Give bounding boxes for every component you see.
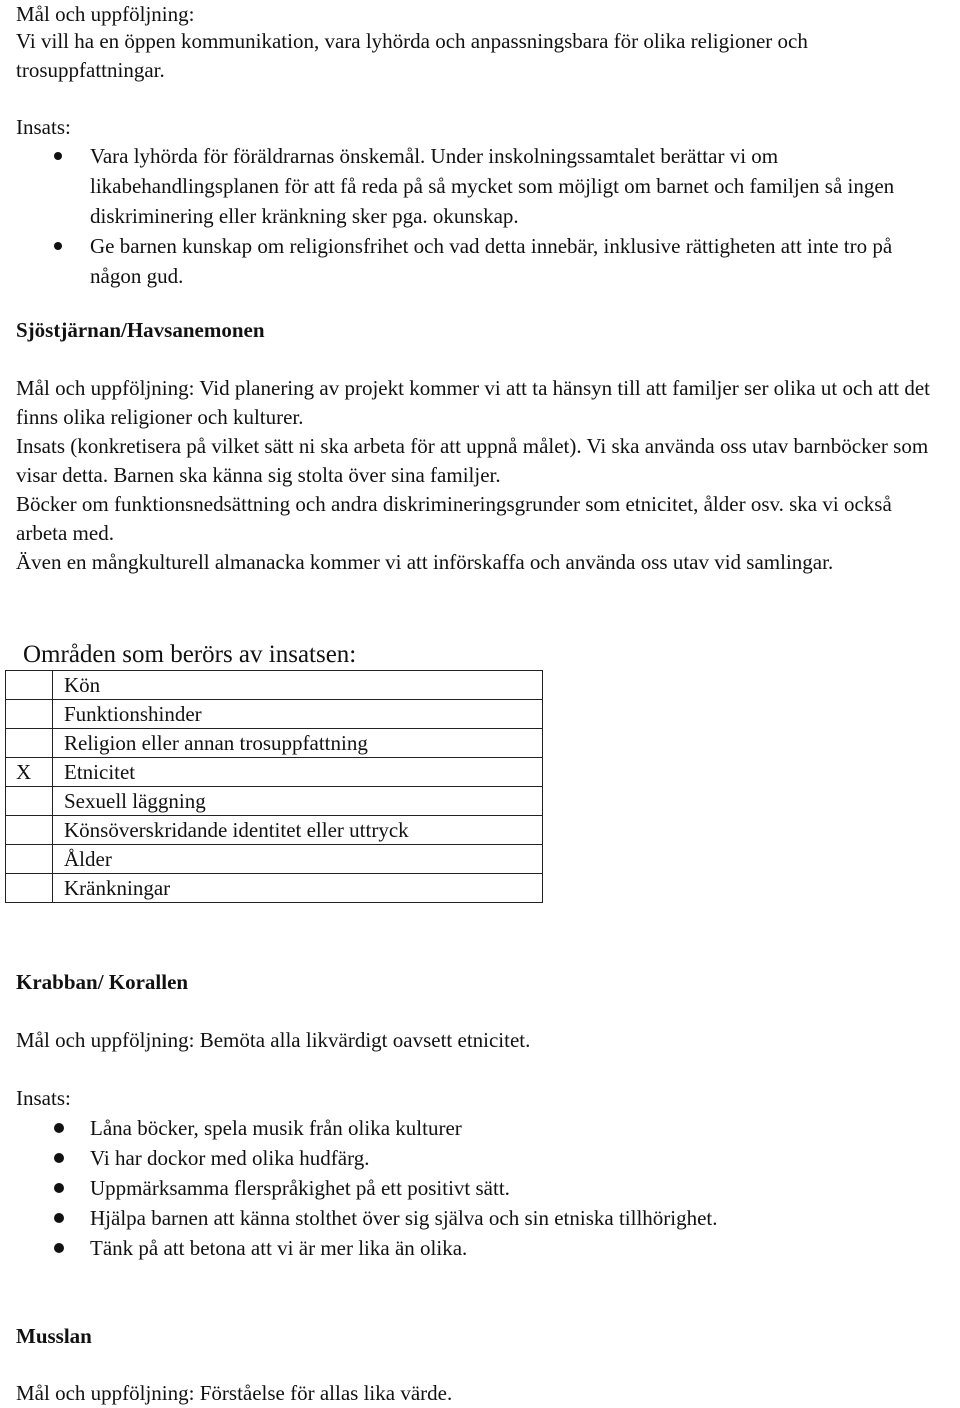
- section-heading-musslan: Musslan: [16, 1324, 92, 1348]
- table-row: [6, 845, 543, 874]
- insats-list: [16, 141, 946, 291]
- goal-text: Vi vill ha en öppen kommunikation, vara lyhörda och anpassningsbara för olika religioner och trosuppfattningar.: [16, 29, 808, 82]
- list-item: Uppmärksamma flerspråkighet på ett positivt sätt.: [16, 1173, 946, 1203]
- section3-insats-label: Insats:: [16, 1086, 71, 1110]
- area-label-cell: Funktionshinder: [53, 700, 543, 729]
- goal-label: Mål och uppföljning:: [16, 2, 195, 26]
- bullet-icon: [54, 1153, 64, 1163]
- paragraph: Mål och uppföljning: Vid planering av projekt kommer vi att ta hänsyn till att familjer ser olika ut och att det finns olika religioner och kulturer.: [16, 376, 930, 429]
- section-heading-sjostjarnan: Sjöstjärnan/Havsanemonen: [16, 318, 265, 342]
- bullet-icon: [54, 242, 62, 250]
- area-label-cell: Etnicitet: [53, 758, 543, 787]
- section4-goal: Mål och uppföljning: Förståelse för allas lika värde.: [16, 1381, 453, 1405]
- table-row: [6, 700, 543, 729]
- list-item: Hjälpa barnen att känna stolthet över sig själva och sin etniska tillhörighet.: [16, 1203, 946, 1233]
- area-mark-cell: [6, 787, 53, 816]
- list-item: Ge barnen kunskap om religionsfrihet och vad detta innebär, inklusive rättigheten att inte tro på någon gud.: [16, 231, 946, 291]
- bullet-icon: [54, 1213, 64, 1223]
- areas-title: Områden som berörs av insatsen:: [23, 641, 357, 668]
- bullet-icon: [54, 1243, 64, 1253]
- table-row: [6, 729, 543, 758]
- table-row: [6, 787, 543, 816]
- paragraph: Insats (konkretisera på vilket sätt ni ska arbeta för att uppnå målet). Vi ska använda oss utav barnböcker som visar detta. Barnen ska känna sig stolta över sina familjer.: [16, 434, 929, 487]
- bullet-icon: [54, 1123, 64, 1133]
- section2-body: [16, 374, 946, 577]
- section3-goal: Mål och uppföljning: Bemöta alla likvärdigt oavsett etnicitet.: [16, 1028, 531, 1052]
- list-item: Vi har dockor med olika hudfärg.: [16, 1143, 946, 1173]
- area-mark-cell: [6, 671, 53, 700]
- table-row: [6, 671, 543, 700]
- area-label-cell: Ålder: [53, 845, 543, 874]
- area-mark-cell: [6, 845, 53, 874]
- area-label-cell: Religion eller annan trosuppfattning: [53, 729, 543, 758]
- area-label-cell: Kränkningar: [53, 874, 543, 903]
- section3-insats-list: [16, 1113, 946, 1263]
- area-mark-cell: [6, 700, 53, 729]
- paragraph: Även en mångkulturell almanacka kommer vi att införskaffa och använda oss utav vid samlingar.: [16, 550, 834, 574]
- list-item: Tänk på att betona att vi är mer lika än olika.: [16, 1233, 946, 1263]
- table-row: [6, 816, 543, 845]
- section-heading-krabban: Krabban/ Korallen: [16, 970, 189, 994]
- paragraph: Böcker om funktionsnedsättning och andra diskrimineringsgrunder som etnicitet, ålder osv. ska vi också arbeta med.: [16, 492, 892, 545]
- insats-label: Insats:: [16, 115, 71, 139]
- area-mark-cell: [6, 874, 53, 903]
- list-item: Låna böcker, spela musik från olika kulturer: [16, 1113, 946, 1143]
- area-label-cell: Kön: [53, 671, 543, 700]
- bullet-icon: [54, 152, 62, 160]
- area-label-cell: Sexuell läggning: [53, 787, 543, 816]
- table-row: [6, 758, 543, 787]
- area-mark-cell: [6, 816, 53, 845]
- bullet-icon: [54, 1183, 64, 1193]
- area-mark-cell: X: [6, 758, 53, 787]
- area-label-cell: Könsöverskridande identitet eller uttryck: [53, 816, 543, 845]
- areas-table: [5, 670, 543, 903]
- list-item: Vara lyhörda för föräldrarnas önskemål. Under inskolningssamtalet berättar vi om likabehandlingsplanen för att få reda på så mycket som möjligt om barnet och familjen så ingen diskriminering eller kränkning sker pga. okunskap.: [16, 141, 946, 231]
- table-row: [6, 874, 543, 903]
- area-mark-cell: [6, 729, 53, 758]
